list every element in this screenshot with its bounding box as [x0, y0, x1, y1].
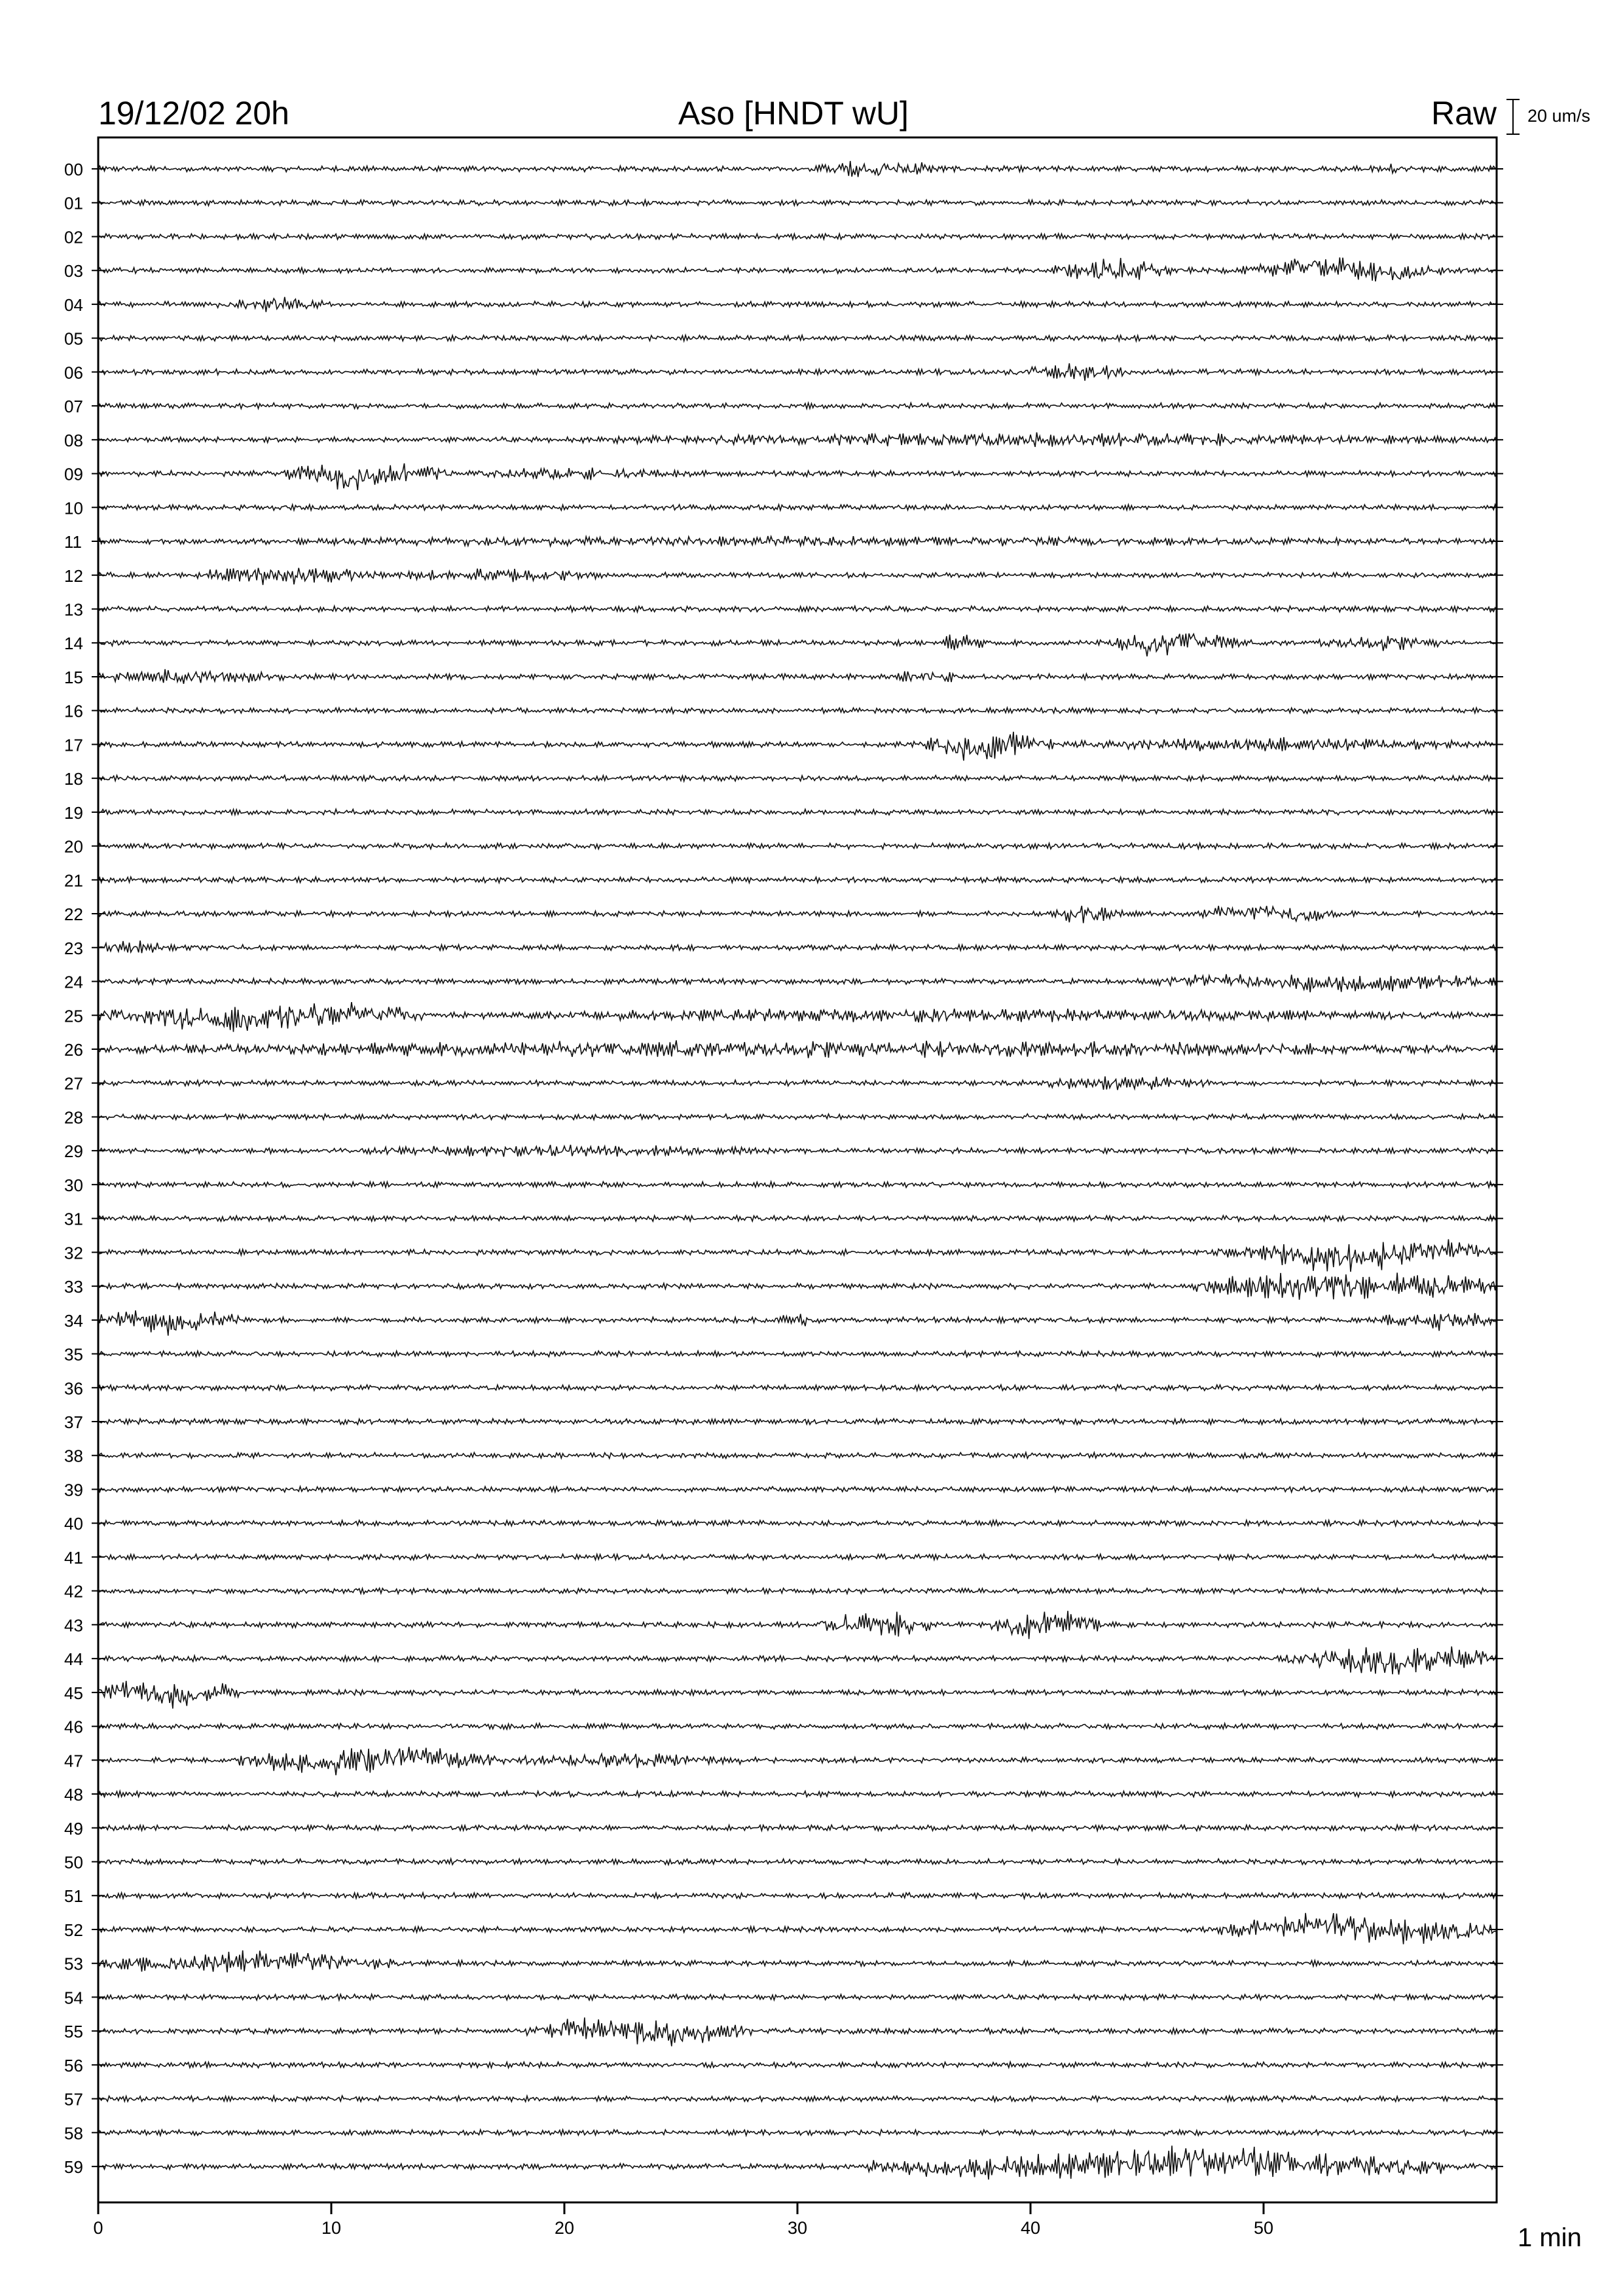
trace-51: [98, 1893, 1497, 1899]
trace-25: [98, 1002, 1497, 1032]
row-label: 11: [64, 532, 82, 552]
row-label: 01: [64, 193, 83, 213]
trace-00: [98, 161, 1497, 177]
trace-37: [98, 1419, 1497, 1425]
row-label: 08: [64, 430, 83, 450]
row-label: 15: [64, 667, 83, 687]
amplitude-scale-label: 20 um/s: [1527, 106, 1591, 126]
trace-46: [98, 1723, 1497, 1729]
row-label: 30: [64, 1175, 83, 1195]
trace-05: [98, 335, 1497, 341]
x-unit-label: 1 min: [1518, 2223, 1582, 2252]
row-label: 13: [64, 600, 83, 620]
trace-39: [98, 1486, 1497, 1492]
trace-12: [98, 568, 1497, 585]
row-label: 51: [64, 1886, 83, 1907]
row-label: 20: [64, 836, 83, 857]
row-label: 18: [64, 769, 83, 789]
trace-07: [98, 403, 1497, 409]
date-hour-label: 19/12/02 20h: [98, 95, 289, 132]
trace-49: [98, 1825, 1497, 1831]
trace-50: [98, 1859, 1497, 1865]
row-label: 55: [64, 2022, 83, 2042]
station-title: Aso [HNDT wU]: [678, 95, 909, 132]
row-label: 49: [64, 1818, 83, 1839]
x-tick-label: 50: [1253, 2218, 1274, 2238]
row-label: 41: [64, 1547, 83, 1568]
trace-06: [98, 363, 1497, 381]
trace-14: [98, 634, 1497, 656]
trace-21: [98, 877, 1497, 883]
row-label: 12: [64, 565, 83, 586]
trace-29: [98, 1145, 1497, 1157]
row-label: 56: [64, 2055, 83, 2075]
trace-28: [98, 1114, 1497, 1120]
row-label: 42: [64, 1581, 83, 1602]
filter-mode-label: Raw: [1431, 95, 1497, 132]
trace-41: [98, 1554, 1497, 1560]
plot-frame: [98, 137, 1497, 2202]
row-label: 03: [64, 261, 83, 281]
row-label: 07: [64, 397, 83, 417]
trace-09: [98, 463, 1497, 490]
trace-38: [98, 1452, 1497, 1458]
trace-43: [98, 1611, 1497, 1639]
row-label: 48: [64, 1785, 83, 1805]
row-label: 39: [64, 1480, 83, 1500]
trace-57: [98, 2096, 1497, 2102]
row-label: 16: [64, 701, 83, 721]
trace-54: [98, 1994, 1497, 2000]
row-label: 28: [64, 1107, 83, 1128]
row-label: 54: [64, 1988, 83, 2008]
x-tick-label: 0: [93, 2218, 103, 2238]
x-tick-label: 40: [1020, 2218, 1041, 2238]
trace-30: [98, 1181, 1497, 1187]
row-label: 22: [64, 905, 83, 925]
row-label: 21: [64, 870, 83, 891]
row-label: 27: [64, 1073, 83, 1094]
row-label: 09: [64, 464, 83, 484]
row-label: 14: [64, 634, 83, 654]
row-label: 17: [64, 735, 83, 755]
trace-35: [98, 1351, 1497, 1357]
trace-20: [98, 843, 1497, 849]
row-label: 58: [64, 2123, 83, 2144]
row-label: 34: [64, 1310, 83, 1331]
trace-32: [98, 1240, 1497, 1272]
trace-03: [98, 257, 1497, 281]
trace-58: [98, 2130, 1497, 2136]
trace-18: [98, 776, 1497, 781]
trace-59: [98, 2145, 1497, 2179]
trace-26: [98, 1041, 1497, 1058]
row-label: 05: [64, 329, 83, 349]
trace-16: [98, 708, 1497, 713]
trace-22: [98, 906, 1497, 923]
trace-45: [98, 1681, 1497, 1708]
row-label: 33: [64, 1277, 83, 1297]
row-label: 50: [64, 1852, 83, 1873]
trace-13: [98, 606, 1497, 612]
row-label: 53: [64, 1954, 83, 1974]
row-label: 45: [64, 1683, 83, 1703]
trace-33: [98, 1273, 1497, 1300]
trace-15: [98, 670, 1497, 684]
trace-34: [98, 1310, 1497, 1336]
row-labels: [64, 160, 1503, 2177]
trace-55: [98, 2018, 1497, 2047]
x-tick-label: 20: [554, 2218, 575, 2238]
trace-23: [98, 941, 1497, 953]
row-label: 38: [64, 1446, 83, 1466]
trace-17: [98, 732, 1497, 761]
row-label: 02: [64, 227, 83, 247]
trace-31: [98, 1215, 1497, 1221]
row-label: 47: [64, 1751, 83, 1771]
trace-36: [98, 1385, 1497, 1391]
row-label: 00: [64, 160, 83, 179]
row-label: 23: [64, 938, 83, 958]
row-label: 04: [64, 295, 83, 315]
row-label: 24: [64, 972, 83, 992]
trace-04: [98, 297, 1497, 312]
row-label: 06: [64, 363, 83, 383]
trace-47: [98, 1747, 1497, 1775]
row-label: 32: [64, 1243, 83, 1263]
trace-44: [98, 1647, 1497, 1675]
trace-42: [98, 1588, 1497, 1594]
trace-56: [98, 2062, 1497, 2068]
row-label: 43: [64, 1615, 83, 1636]
trace-10: [98, 505, 1497, 511]
row-label: 25: [64, 1006, 83, 1026]
trace-27: [98, 1077, 1497, 1090]
row-label: 44: [64, 1649, 83, 1670]
trace-01: [98, 200, 1497, 206]
row-label: 36: [64, 1378, 83, 1399]
row-label: 19: [64, 802, 83, 823]
x-axis: [93, 2202, 1273, 2238]
seismic-traces: [98, 161, 1497, 2179]
row-label: 29: [64, 1141, 83, 1162]
row-label: 46: [64, 1717, 83, 1737]
x-tick-label: 10: [321, 2218, 342, 2238]
trace-08: [98, 433, 1497, 447]
trace-24: [98, 975, 1497, 993]
trace-53: [98, 1950, 1497, 1973]
amplitude-scale-bar: [1506, 99, 1520, 134]
trace-48: [98, 1791, 1497, 1797]
row-label: 40: [64, 1514, 83, 1534]
row-label: 57: [64, 2089, 83, 2109]
row-label: 31: [64, 1209, 83, 1229]
trace-02: [98, 234, 1497, 240]
row-label: 37: [64, 1412, 83, 1433]
trace-40: [98, 1520, 1497, 1526]
row-label: 52: [64, 1920, 83, 1940]
row-label: 35: [64, 1344, 83, 1365]
x-tick-label: 30: [787, 2218, 808, 2238]
trace-19: [98, 809, 1497, 815]
row-label: 26: [64, 1039, 83, 1060]
trace-52: [98, 1913, 1497, 1945]
row-label: 59: [64, 2157, 83, 2178]
trace-11: [98, 536, 1497, 547]
row-label: 10: [64, 498, 83, 518]
